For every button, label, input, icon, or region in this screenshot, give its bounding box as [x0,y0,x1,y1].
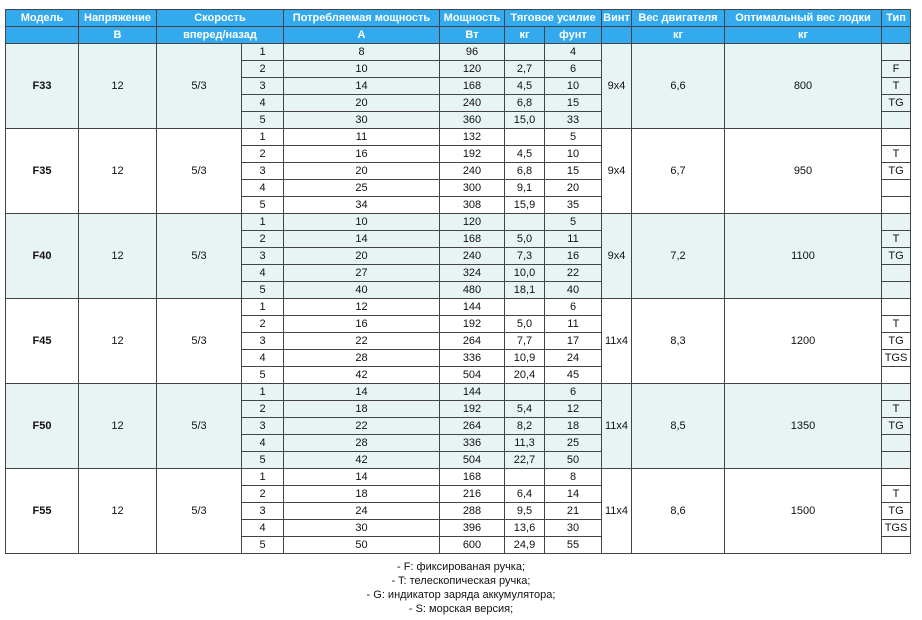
unit-thrust-kg: кг [505,27,545,44]
motor-weight-cell: 8,3 [632,299,725,384]
current-cell: 42 [284,452,440,469]
thrust-kg-cell: 4,5 [505,146,545,163]
power-cell: 132 [440,129,505,146]
thrust-lb-cell: 20 [545,180,602,197]
speed-step-cell: 2 [242,316,284,333]
thrust-kg-cell: 8,2 [505,418,545,435]
type-cell [882,112,911,129]
power-cell: 168 [440,231,505,248]
current-cell: 18 [284,401,440,418]
type-cell: T [882,316,911,333]
speed-step-cell: 1 [242,384,284,401]
header-row-1 [6,10,911,27]
speed-step-cell: 5 [242,282,284,299]
current-cell: 14 [284,384,440,401]
thrust-kg-cell: 24,9 [505,537,545,554]
speed-step-cell: 5 [242,367,284,384]
model-cell: F35 [6,129,79,214]
speed-step-cell: 5 [242,197,284,214]
thrust-kg-cell: 7,7 [505,333,545,350]
thrust-kg-cell: 5,0 [505,316,545,333]
thrust-lb-cell: 45 [545,367,602,384]
current-cell: 25 [284,180,440,197]
thrust-kg-cell: 20,4 [505,367,545,384]
thrust-kg-cell: 15,0 [505,112,545,129]
type-cell: T [882,146,911,163]
thrust-kg-cell: 22,7 [505,452,545,469]
legend [0,560,922,616]
type-cell: TG [882,248,911,265]
type-cell: F [882,61,911,78]
thrust-lb-cell: 22 [545,265,602,282]
speed-step-cell: 2 [242,61,284,78]
current-cell: 30 [284,520,440,537]
type-cell: TG [882,163,911,180]
motor-weight-cell: 6,7 [632,129,725,214]
current-cell: 22 [284,418,440,435]
type-cell [882,537,911,554]
thrust-lb-cell: 50 [545,452,602,469]
unit-model [6,27,79,44]
boat-weight-cell: 1350 [725,384,882,469]
power-cell: 216 [440,486,505,503]
current-cell: 28 [284,435,440,452]
unit-voltage: В [79,27,157,44]
thrust-lb-cell: 40 [545,282,602,299]
thrust-lb-cell: 17 [545,333,602,350]
speed-step-cell: 1 [242,469,284,486]
thrust-lb-cell: 5 [545,214,602,231]
thrust-lb-cell: 21 [545,503,602,520]
current-cell: 24 [284,503,440,520]
type-cell [882,384,911,401]
screw-cell: 11x4 [602,469,632,554]
current-cell: 34 [284,197,440,214]
type-cell [882,435,911,452]
current-cell: 30 [284,112,440,129]
power-cell: 300 [440,180,505,197]
current-cell: 20 [284,95,440,112]
thrust-kg-cell: 5,0 [505,231,545,248]
thrust-kg-cell [505,384,545,401]
speed-step-cell: 2 [242,486,284,503]
boat-weight-cell: 1100 [725,214,882,299]
speed-step-cell: 4 [242,265,284,282]
power-cell: 336 [440,350,505,367]
speed-step-cell: 2 [242,231,284,248]
speed-cell: 5/3 [157,299,242,384]
unit-boat-weight: кг [725,27,882,44]
thrust-kg-cell [505,299,545,316]
speed-cell: 5/3 [157,214,242,299]
thrust-kg-cell [505,214,545,231]
power-cell: 324 [440,265,505,282]
boat-weight-cell: 950 [725,129,882,214]
thrust-kg-cell [505,129,545,146]
type-cell [882,129,911,146]
thrust-lb-cell: 5 [545,129,602,146]
thrust-lb-cell: 4 [545,44,602,61]
current-cell: 20 [284,163,440,180]
thrust-lb-cell: 12 [545,401,602,418]
thrust-lb-cell: 30 [545,520,602,537]
type-cell [882,469,911,486]
unit-power: Вт [440,27,505,44]
thrust-kg-cell [505,469,545,486]
speed-step-cell: 2 [242,146,284,163]
type-cell: TG [882,503,911,520]
thrust-lb-cell: 55 [545,537,602,554]
current-cell: 14 [284,78,440,95]
power-cell: 192 [440,401,505,418]
power-cell: 144 [440,299,505,316]
table-row [6,129,911,146]
voltage-cell: 12 [79,384,157,469]
power-cell: 480 [440,282,505,299]
type-cell: TG [882,95,911,112]
speed-step-cell: 4 [242,180,284,197]
type-cell [882,214,911,231]
motor-weight-cell: 6,6 [632,44,725,129]
table-row [6,44,911,61]
model-cell: F50 [6,384,79,469]
type-cell [882,265,911,282]
legend-item-g: - G: индикатор заряда аккумулятора; [366,589,556,601]
col-model-header: Модель [6,10,79,27]
thrust-lb-cell: 14 [545,486,602,503]
power-cell: 600 [440,537,505,554]
unit-thrust-lb: фунт [545,27,602,44]
voltage-cell: 12 [79,129,157,214]
thrust-lb-cell: 10 [545,146,602,163]
speed-step-cell: 3 [242,248,284,265]
legend-item-t: - T: телескопическая ручка; [391,575,531,587]
thrust-kg-cell: 2,7 [505,61,545,78]
type-cell [882,197,911,214]
speed-cell: 5/3 [157,44,242,129]
thrust-lb-cell: 11 [545,231,602,248]
thrust-kg-cell: 11,3 [505,435,545,452]
thrust-kg-cell: 9,1 [505,180,545,197]
thrust-lb-cell: 15 [545,163,602,180]
power-cell: 168 [440,469,505,486]
thrust-lb-cell: 15 [545,95,602,112]
voltage-cell: 12 [79,44,157,129]
speed-step-cell: 3 [242,163,284,180]
col-type-header: Тип [882,10,911,27]
thrust-lb-cell: 16 [545,248,602,265]
thrust-kg-cell: 7,3 [505,248,545,265]
type-cell: TG [882,418,911,435]
screw-cell: 11x4 [602,299,632,384]
unit-screw [602,27,632,44]
thrust-kg-cell: 4,5 [505,78,545,95]
col-motor-weight-header: Вес двигателя [632,10,725,27]
thrust-kg-cell: 18,1 [505,282,545,299]
current-cell: 16 [284,316,440,333]
current-cell: 40 [284,282,440,299]
thrust-kg-cell [505,44,545,61]
power-cell: 264 [440,333,505,350]
thrust-lb-cell: 6 [545,61,602,78]
screw-cell: 9x4 [602,129,632,214]
col-power-header: Мощность [440,10,505,27]
header-row-2 [6,27,911,44]
unit-type [882,27,911,44]
power-cell: 120 [440,61,505,78]
type-cell [882,44,911,61]
col-current-header: Потребляемая мощность [284,10,440,27]
speed-step-cell: 5 [242,537,284,554]
thrust-lb-cell: 10 [545,78,602,95]
current-cell: 42 [284,367,440,384]
type-cell [882,452,911,469]
power-cell: 504 [440,452,505,469]
legend-item-s: - S: морская версия; [408,603,514,615]
speed-step-cell: 1 [242,129,284,146]
type-cell: TG [882,333,911,350]
speed-step-cell: 3 [242,503,284,520]
col-boat-weight-header: Оптимальный вес лодки [725,10,882,27]
table-header [6,10,911,44]
thrust-kg-cell: 13,6 [505,520,545,537]
thrust-lb-cell: 6 [545,299,602,316]
table-row [6,469,911,486]
speed-step-cell: 3 [242,418,284,435]
speed-cell: 5/3 [157,384,242,469]
screw-cell: 11x4 [602,384,632,469]
model-cell: F45 [6,299,79,384]
power-cell: 288 [440,503,505,520]
thrust-kg-cell: 6,8 [505,163,545,180]
thrust-lb-cell: 33 [545,112,602,129]
current-cell: 27 [284,265,440,282]
voltage-cell: 12 [79,299,157,384]
power-cell: 336 [440,435,505,452]
current-cell: 14 [284,469,440,486]
thrust-lb-cell: 24 [545,350,602,367]
legend-item-f: - F: фиксированая ручка; [396,561,526,573]
table-row [6,384,911,401]
voltage-cell: 12 [79,469,157,554]
power-cell: 120 [440,214,505,231]
power-cell: 144 [440,384,505,401]
type-cell: TGS [882,350,911,367]
current-cell: 10 [284,61,440,78]
speed-step-cell: 5 [242,112,284,129]
thrust-lb-cell: 6 [545,384,602,401]
thrust-kg-cell: 6,4 [505,486,545,503]
power-cell: 192 [440,146,505,163]
voltage-cell: 12 [79,214,157,299]
thrust-lb-cell: 11 [545,316,602,333]
speed-cell: 5/3 [157,469,242,554]
type-cell: T [882,401,911,418]
speed-step-cell: 4 [242,435,284,452]
type-cell: TGS [882,520,911,537]
boat-weight-cell: 1200 [725,299,882,384]
power-cell: 240 [440,248,505,265]
spec-table [5,9,911,554]
type-cell [882,367,911,384]
power-cell: 264 [440,418,505,435]
boat-weight-cell: 800 [725,44,882,129]
speed-step-cell: 2 [242,401,284,418]
speed-step-cell: 4 [242,520,284,537]
type-cell: T [882,78,911,95]
col-screw-header: Винт [602,10,632,27]
thrust-kg-cell: 15,9 [505,197,545,214]
unit-motor-weight: кг [632,27,725,44]
type-cell [882,299,911,316]
current-cell: 50 [284,537,440,554]
table-body [6,44,911,554]
thrust-kg-cell: 10,0 [505,265,545,282]
thrust-lb-cell: 8 [545,469,602,486]
model-cell: F40 [6,214,79,299]
power-cell: 396 [440,520,505,537]
col-speed-header: Скорость [157,10,284,27]
power-cell: 192 [440,316,505,333]
thrust-lb-cell: 35 [545,197,602,214]
type-cell: T [882,486,911,503]
thrust-kg-cell: 9,5 [505,503,545,520]
current-cell: 20 [284,248,440,265]
current-cell: 22 [284,333,440,350]
model-cell: F33 [6,44,79,129]
motor-weight-cell: 7,2 [632,214,725,299]
speed-step-cell: 1 [242,299,284,316]
speed-step-cell: 3 [242,333,284,350]
power-cell: 308 [440,197,505,214]
speed-step-cell: 1 [242,214,284,231]
thrust-kg-cell: 10,9 [505,350,545,367]
screw-cell: 9x4 [602,214,632,299]
power-cell: 240 [440,163,505,180]
power-cell: 504 [440,367,505,384]
model-cell: F55 [6,469,79,554]
col-voltage-header: Напряжение [79,10,157,27]
type-cell: T [882,231,911,248]
unit-speed: вперед/назад [157,27,284,44]
speed-step-cell: 4 [242,350,284,367]
speed-step-cell: 3 [242,78,284,95]
thrust-kg-cell: 5,4 [505,401,545,418]
power-cell: 96 [440,44,505,61]
current-cell: 8 [284,44,440,61]
current-cell: 10 [284,214,440,231]
power-cell: 360 [440,112,505,129]
current-cell: 12 [284,299,440,316]
thrust-lb-cell: 18 [545,418,602,435]
motor-weight-cell: 8,5 [632,384,725,469]
boat-weight-cell: 1500 [725,469,882,554]
col-thrust-header: Тяговое усилие [505,10,602,27]
current-cell: 18 [284,486,440,503]
thrust-kg-cell: 6,8 [505,95,545,112]
type-cell [882,180,911,197]
power-cell: 168 [440,78,505,95]
motor-weight-cell: 8,6 [632,469,725,554]
table-row [6,299,911,316]
speed-step-cell: 5 [242,452,284,469]
power-cell: 240 [440,95,505,112]
current-cell: 11 [284,129,440,146]
thrust-lb-cell: 25 [545,435,602,452]
table-row [6,214,911,231]
speed-step-cell: 1 [242,44,284,61]
screw-cell: 9x4 [602,44,632,129]
speed-cell: 5/3 [157,129,242,214]
unit-current: А [284,27,440,44]
current-cell: 16 [284,146,440,163]
current-cell: 14 [284,231,440,248]
current-cell: 28 [284,350,440,367]
speed-step-cell: 4 [242,95,284,112]
type-cell [882,282,911,299]
